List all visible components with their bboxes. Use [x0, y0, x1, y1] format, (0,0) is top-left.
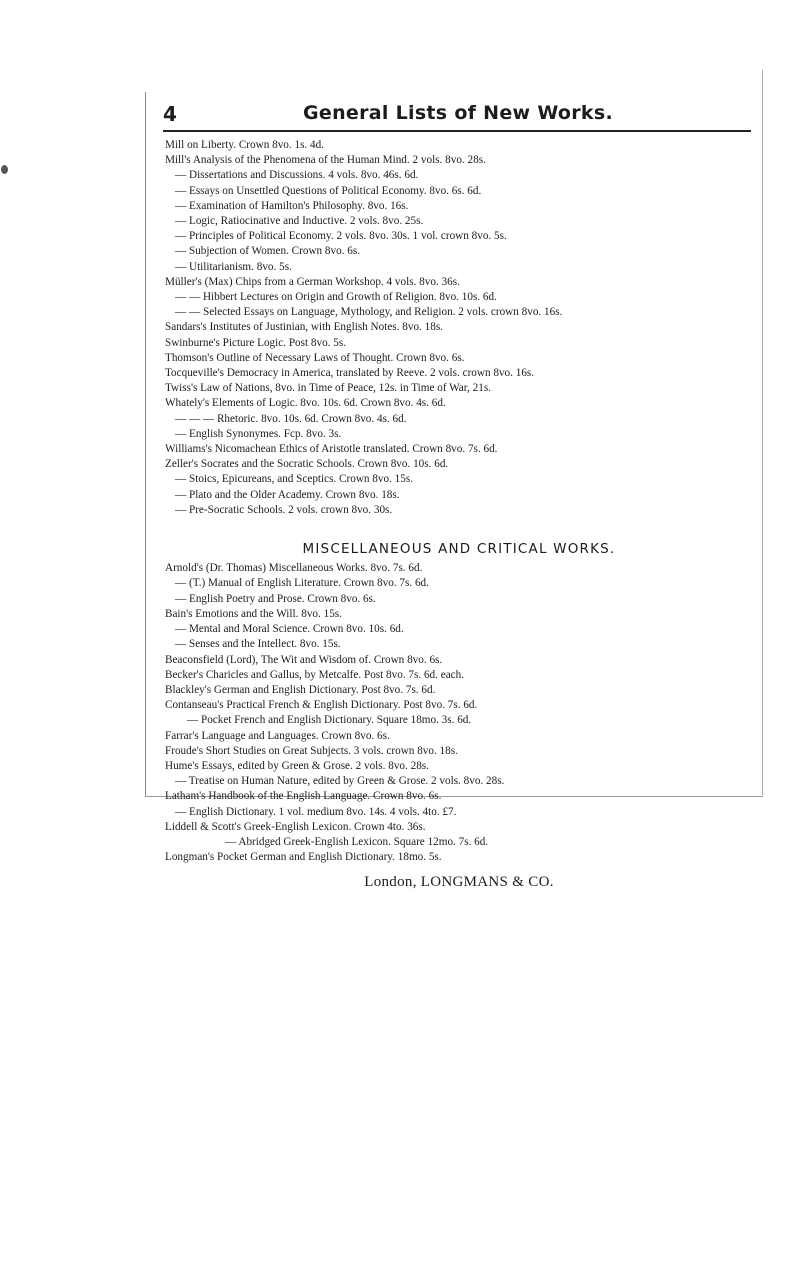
list-item: — Pocket French and English Dictionary. Square 18mo. 3s. 6d. [187, 714, 472, 727]
list-item: Longman's Pocket German and English Dictionary. 18mo. 5s. [165, 851, 442, 864]
list-item: — English Synonymes. Fcp. 8vo. 3s. [175, 427, 342, 440]
page-edge-left [145, 92, 146, 797]
miscellaneous-list [165, 561, 753, 865]
margin-mark [1, 165, 8, 174]
list-item: Froude's Short Studies on Great Subjects. 3 vols. crown 8vo. 18s. [165, 744, 458, 757]
list-item: — — — Rhetoric. 8vo. 10s. 6d. Crown 8vo. 4s. 6d. [175, 412, 407, 425]
list-item: Zeller's Socrates and the Socratic Schools. Crown 8vo. 10s. 6d. [165, 458, 449, 471]
list-item: — Plato and the Older Academy. Crown 8vo. 18s. [175, 488, 400, 501]
list-item: Whately's Elements of Logic. 8vo. 10s. 6d. Crown 8vo. 4s. 6d. [165, 397, 446, 410]
list-item: Williams's Nicomachean Ethics of Aristotle translated. Crown 8vo. 7s. 6d. [165, 443, 498, 456]
list-item: Latham's Handbook of the English Language. Crown 8vo. 6s. [165, 790, 442, 803]
list-item: Sandars's Institutes of Justinian, with English Notes. 8vo. 18s. [165, 321, 443, 334]
list-item: — Treatise on Human Nature, edited by Green & Grose. 2 vols. 8vo. 28s. [175, 775, 505, 788]
page-number: 4 [163, 102, 177, 126]
list-item: — Abridged Greek-English Lexicon. Square 12mo. 7s. 6d. [225, 835, 489, 848]
list-item: Liddell & Scott's Greek-English Lexicon. Crown 4to. 36s. [165, 820, 426, 833]
list-item: — Senses and the Intellect. 8vo. 15s. [175, 638, 341, 651]
list-item: — Utilitarianism. 8vo. 5s. [175, 260, 292, 273]
list-item: Becker's Charicles and Gallus, by Metcalfe. Post 8vo. 7s. 6d. each. [165, 668, 465, 681]
list-item: — — Hibbert Lectures on Origin and Growth of Religion. 8vo. 10s. 6d. [175, 291, 497, 304]
running-head [163, 102, 753, 128]
list-item: — Essays on Unsettled Questions of Political Economy. 8vo. 6s. 6d. [175, 184, 482, 197]
philosophy-list [165, 138, 753, 518]
section-heading: MISCELLANEOUS AND CRITICAL WORKS. [302, 541, 616, 558]
list-item: Beaconsfield (Lord), The Wit and Wisdom of. Crown 8vo. 6s. [165, 653, 443, 666]
list-item: Blackley's German and English Dictionary. Post 8vo. 7s. 6d. [165, 683, 436, 696]
list-item: Swinburne's Picture Logic. Post 8vo. 5s. [165, 336, 347, 349]
list-item: — English Dictionary. 1 vol. medium 8vo. 14s. 4 vols. 4to. £7. [175, 805, 457, 818]
list-item: Bain's Emotions and the Will. 8vo. 15s. [165, 607, 342, 620]
list-item: — Pre-Socratic Schools. 2 vols. crown 8vo. 30s. [175, 503, 393, 516]
page-edge-right [762, 70, 763, 795]
list-item: Müller's (Max) Chips from a German Workshop. 4 vols. 8vo. 36s. [165, 275, 460, 288]
list-item: — Subjection of Women. Crown 8vo. 6s. [175, 245, 361, 258]
list-item: — English Poetry and Prose. Crown 8vo. 6s. [175, 592, 376, 605]
header-rule [163, 130, 751, 132]
list-item: — — Selected Essays on Language, Mythology, and Religion. 2 vols. crown 8vo. 16s. [175, 306, 563, 319]
list-item: Contanseau's Practical French & English Dictionary. Post 8vo. 7s. 6d. [165, 699, 478, 712]
list-item: — Principles of Political Economy. 2 vols. 8vo. 30s. 1 vol. crown 8vo. 5s. [175, 230, 507, 243]
list-item: Mill's Analysis of the Phenomena of the Human Mind. 2 vols. 8vo. 28s. [165, 154, 486, 167]
list-item: Hume's Essays, edited by Green & Grose. 2 vols. 8vo. 28s. [165, 759, 429, 772]
list-item: — Logic, Ratiocinative and Inductive. 2 vols. 8vo. 25s. [175, 215, 424, 228]
publisher-footer: London, LONGMANS & CO. [364, 874, 554, 891]
list-item: — (T.) Manual of English Literature. Crown 8vo. 7s. 6d. [175, 577, 429, 590]
page-title: General Lists of New Works. [302, 102, 613, 124]
list-item: — Dissertations and Discussions. 4 vols. 8vo. 46s. 6d. [175, 169, 419, 182]
list-item: — Stoics, Epicureans, and Sceptics. Crown 8vo. 15s. [175, 473, 414, 486]
list-item: Mill on Liberty. Crown 8vo. 1s. 4d. [165, 139, 325, 151]
list-item: Arnold's (Dr. Thomas) Miscellaneous Works. 8vo. 7s. 6d. [165, 562, 423, 575]
book-list [165, 138, 753, 891]
list-item: Twiss's Law of Nations, 8vo. in Time of Peace, 12s. in Time of War, 21s. [165, 382, 491, 395]
list-item: Tocqueville's Democracy in America, translated by Reeve. 2 vols. crown 8vo. 16s. [165, 367, 535, 380]
list-item: Farrar's Language and Languages. Crown 8vo. 6s. [165, 729, 390, 742]
list-item: — Examination of Hamilton's Philosophy. 8vo. 16s. [175, 199, 409, 212]
list-item: — Mental and Moral Science. Crown 8vo. 10s. 6d. [175, 623, 404, 636]
list-item: Thomson's Outline of Necessary Laws of Thought. Crown 8vo. 6s. [165, 351, 465, 364]
